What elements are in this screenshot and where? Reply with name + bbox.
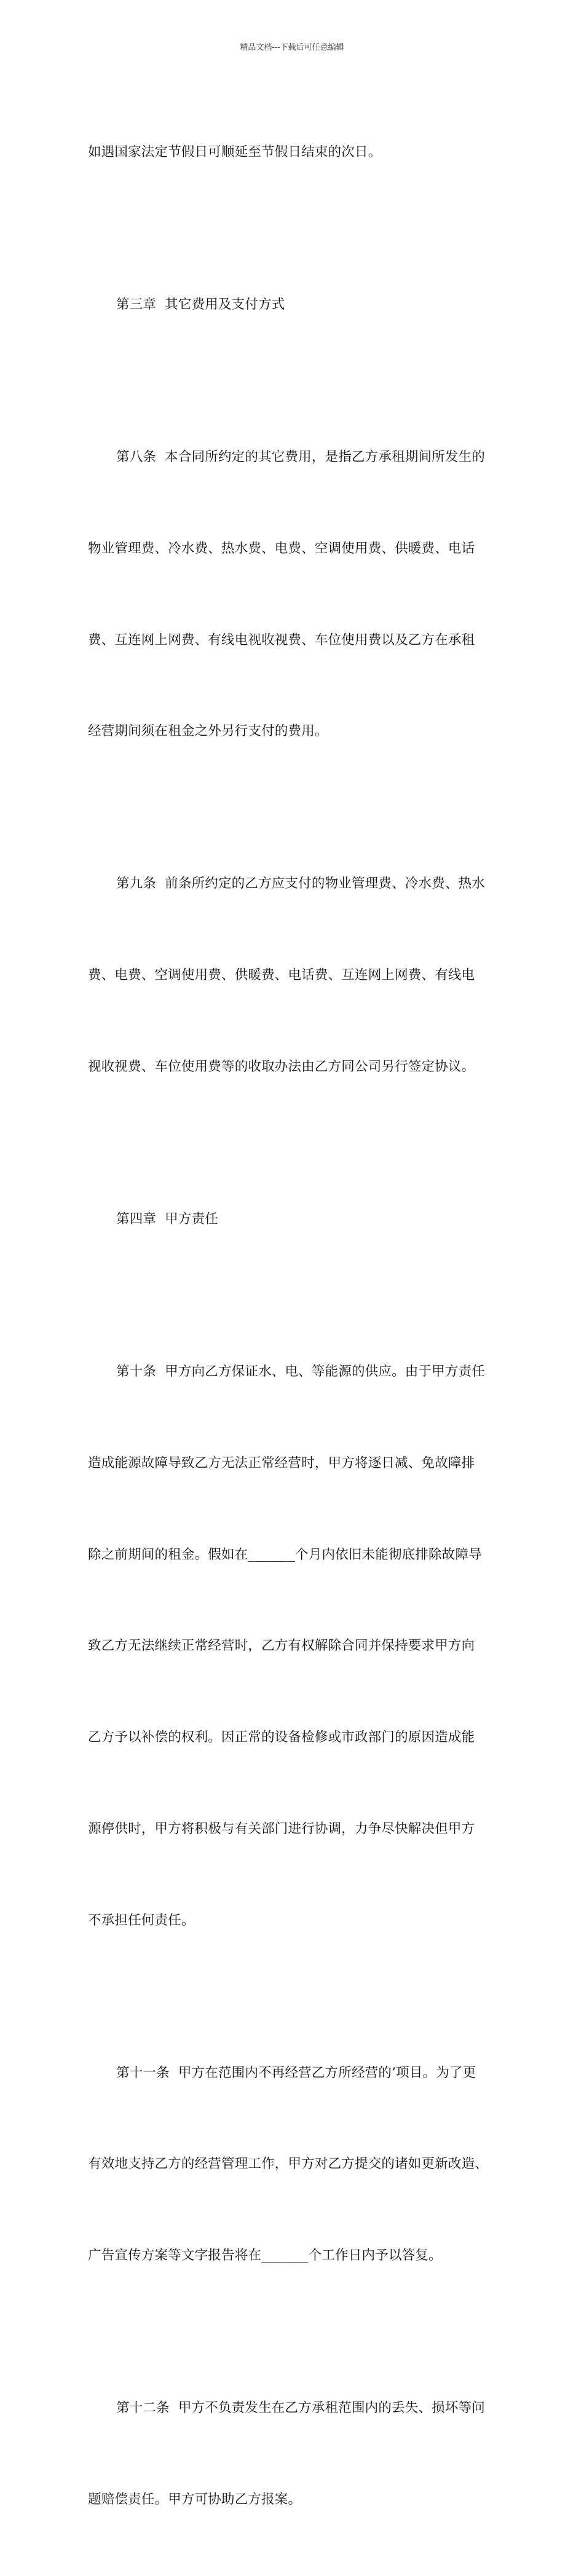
text-line: 有效地支持乙方的经营管理工作，甲方对乙方提交的诸如更新改造、 xyxy=(88,2156,489,2172)
text-line: 物业管理费、冷水费、热水费、电费、空调使用费、供暖费、电话 xyxy=(88,540,475,556)
page-header: 精品文档---下载后可任意编辑 xyxy=(240,43,344,52)
text-line: 如遇国家法定节假日可顺延至节假日结束的次日。 xyxy=(88,144,382,160)
paragraph-continuation xyxy=(88,76,499,229)
chapter-heading-4 xyxy=(88,1143,499,1296)
article-11 xyxy=(88,1996,499,2332)
text-line: 费、互连网上网费、有线电视收视费、车位使用费以及乙方在承租 xyxy=(88,632,475,648)
text-line: 经营期间须在租金之外另行支付的费用。 xyxy=(88,723,328,739)
text-line: 不承担任何责任。 xyxy=(88,1912,195,1928)
text-line: 第八条 本合同所约定的其它费用，是指乙方承租期间所发生的 xyxy=(116,449,485,465)
text-line: 第十条 甲方向乙方保证水、电、等能源的供应。由于甲方责任 xyxy=(116,1363,485,1379)
text-line: 题赔偿责任。甲方可协助乙方报案。 xyxy=(88,2491,302,2507)
text-line: 源停供时，甲方将积极与有关部门进行协调，力争尽快解决但甲方 xyxy=(88,1821,475,1837)
article-10 xyxy=(88,1296,499,1997)
text-line: 视收视费、车位使用费等的收取办法由乙方同公司另行签定协议。 xyxy=(88,1059,475,1074)
text-line: 第十二条 甲方不负责发生在乙方承租范围内的丢失、损坏等问 xyxy=(116,2400,485,2416)
chapter-heading-3 xyxy=(88,229,499,381)
article-8 xyxy=(88,381,499,808)
text-line: 费、电费、空调使用费、供暖费、电话费、互连网上网费、有线电 xyxy=(88,967,475,983)
text-line: 第四章 甲方责任 xyxy=(116,1211,218,1227)
text-line: 乙方予以补偿的权利。因正常的设备检修或市政部门的原因造成能 xyxy=(88,1730,475,1746)
text-line: 第十一条 甲方在范围内不再经营乙方所经营的’项目。为了更 xyxy=(116,2065,476,2081)
article-9 xyxy=(88,808,499,1143)
text-line: 广告宣传方案等文字报告将在_______个工作日内予以答复。 xyxy=(88,2248,442,2264)
document-body xyxy=(88,76,499,2576)
text-line: 造成能源故障导致乙方无法正常经营时，甲方将逐日减、免故障排 xyxy=(88,1455,475,1471)
text-line: 除之前期间的租金。假如在_______个月内依旧未能彻底排除故障导 xyxy=(88,1546,482,1562)
article-12 xyxy=(88,2332,499,2576)
text-line: 第九条 前条所约定的乙方应支付的物业管理费、冷水费、热水 xyxy=(116,876,485,892)
text-line: 致乙方无法继续正常经营时，乙方有权解除合同并保持要求甲方向 xyxy=(88,1638,475,1654)
text-line: 第三章 其它费用及支付方式 xyxy=(116,297,285,313)
